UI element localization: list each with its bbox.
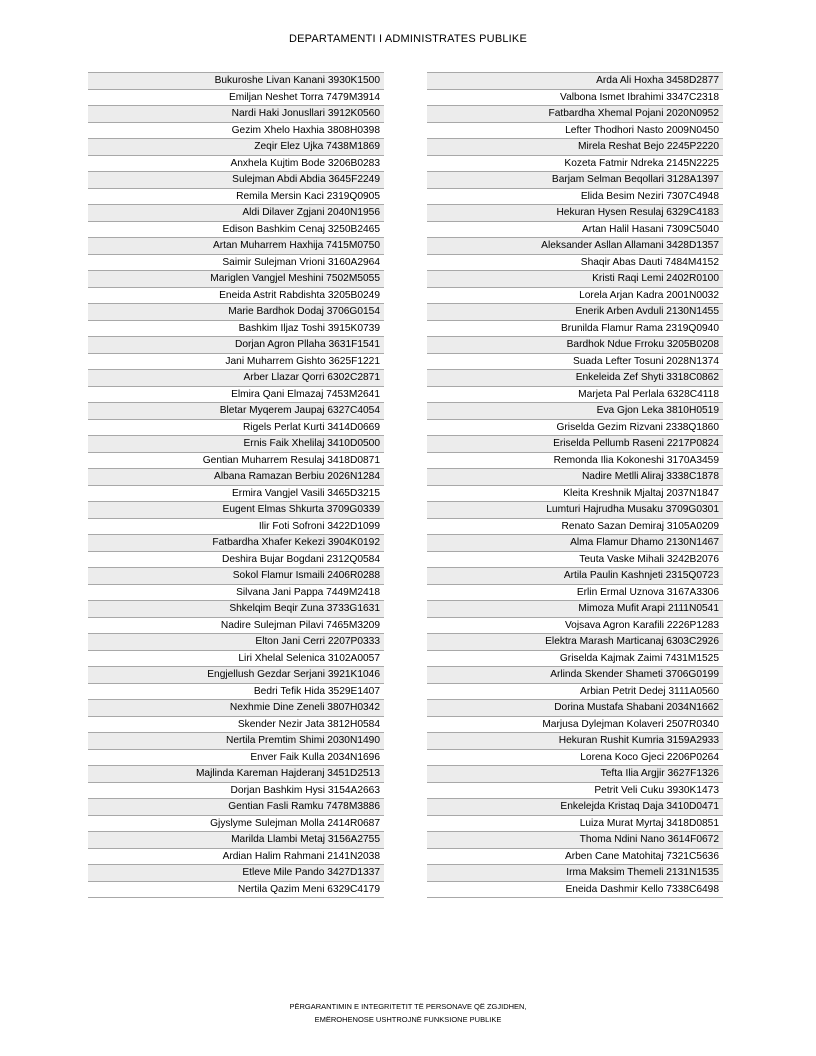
list-row: Hekuran Hysen Resulaj 6329C4183 [427, 205, 723, 222]
list-row: Elmira Qani Elmazaj 7453M2641 [88, 387, 384, 404]
list-row: Engjellush Gezdar Serjani 3921K1046 [88, 667, 384, 684]
list-row: Arlinda Skender Shameti 3706G0199 [427, 667, 723, 684]
list-row: Dorina Mustafa Shabani 2034N1662 [427, 700, 723, 717]
list-row: Remonda Ilia Kokoneshi 3170A3459 [427, 453, 723, 470]
list-row: Ardian Halim Rahmani 2141N2038 [88, 849, 384, 866]
list-row: Gentian Fasli Ramku 7478M3886 [88, 799, 384, 816]
list-row: Eneida Astrit Rabdishta 3205B0249 [88, 288, 384, 305]
list-row: Marilda Llambi Metaj 3156A2755 [88, 832, 384, 849]
list-row: Liri Xhelal Selenica 3102A0057 [88, 651, 384, 668]
list-row: Ilir Foti Sofroni 3422D1099 [88, 519, 384, 536]
list-row: Shaqir Abas Dauti 7484M4152 [427, 255, 723, 272]
list-row: Enkeleida Zef Shyti 3318C0862 [427, 370, 723, 387]
list-row: Erlin Ermal Uznova 3167A3306 [427, 585, 723, 602]
list-row: Enerik Arben Avduli 2130N1455 [427, 304, 723, 321]
list-row: Zeqir Elez Ujka 7438M1869 [88, 139, 384, 156]
list-row: Arber Llazar Qorri 6302C2871 [88, 370, 384, 387]
list-row: Remila Mersin Kaci 2319Q0905 [88, 189, 384, 206]
list-row: Mimoza Mufit Arapi 2111N0541 [427, 601, 723, 618]
list-row: Renato Sazan Demiraj 3105A0209 [427, 519, 723, 536]
document-footer [0, 1000, 816, 1026]
document-title: DEPARTAMENTI I ADMINISTRATES PUBLIKE [288, 33, 528, 45]
list-row: Hekuran Rushit Kumria 3159A2933 [427, 733, 723, 750]
list-row: Marjeta Pal Perlala 6328C4118 [427, 387, 723, 404]
list-row: Rigels Perlat Kurti 3414D0669 [88, 420, 384, 437]
list-row: Bedri Tefik Hida 3529E1407 [88, 684, 384, 701]
list-row: Nertila Qazim Meni 6329C4179 [88, 882, 384, 899]
list-row: Gezim Xhelo Haxhia 3808H0398 [88, 123, 384, 140]
left-name-list [88, 72, 384, 898]
list-row: Artila Paulin Kashnjeti 2315Q0723 [427, 568, 723, 585]
list-row: Griselda Gezim Rizvani 2338Q1860 [427, 420, 723, 437]
list-row: Nardi Haki Jonusllari 3912K0560 [88, 106, 384, 123]
list-row: Elida Besim Neziri 7307C4948 [427, 189, 723, 206]
list-row: Bukuroshe Livan Kanani 3930K1500 [88, 73, 384, 90]
list-row: Tefta Ilia Argjir 3627F1326 [427, 766, 723, 783]
right-name-list [427, 72, 723, 898]
list-row: Fatbardha Xhemal Pojani 2020N0952 [427, 106, 723, 123]
list-row: Gjyslyme Sulejman Molla 2414R0687 [88, 816, 384, 833]
footer-line-1: PËRGARANTIMIN E INTEGRITETIT TË PERSONAVE QË ZGJIDHEN, [289, 1002, 527, 1011]
list-row: Suada Lefter Tosuni 2028N1374 [427, 354, 723, 371]
list-row: Artan Halil Hasani 7309C5040 [427, 222, 723, 239]
list-row: Lorela Arjan Kadra 2001N0032 [427, 288, 723, 305]
list-row: Arbian Petrit Dedej 3111A0560 [427, 684, 723, 701]
list-row: Saimir Sulejman Vrioni 3160A2964 [88, 255, 384, 272]
footer-line-2: EMËROHENOSE USHTROJNË FUNKSIONE PUBLIKE [314, 1015, 502, 1024]
list-row: Eneida Dashmir Kello 7338C6498 [427, 882, 723, 899]
list-row: Alma Flamur Dhamo 2130N1467 [427, 535, 723, 552]
list-row: Nadire Sulejman Pilavi 7465M3209 [88, 618, 384, 635]
list-row: Nexhmie Dine Zeneli 3807H0342 [88, 700, 384, 717]
list-row: Jani Muharrem Gishto 3625F1221 [88, 354, 384, 371]
list-row: Aldi Dilaver Zgjani 2040N1956 [88, 205, 384, 222]
list-row: Enver Faik Kulla 2034N1696 [88, 750, 384, 767]
list-row: Eugent Elmas Shkurta 3709G0339 [88, 502, 384, 519]
list-row: Edison Bashkim Cenaj 3250B2465 [88, 222, 384, 239]
list-row: Bletar Myqerem Jaupaj 6327C4054 [88, 403, 384, 420]
list-row: Brunilda Flamur Rama 2319Q0940 [427, 321, 723, 338]
list-row: Aleksander Asllan Allamani 3428D1357 [427, 238, 723, 255]
list-row: Silvana Jani Pappa 7449M2418 [88, 585, 384, 602]
list-row: Ernis Faik Xhelilaj 3410D0500 [88, 436, 384, 453]
list-row: Anxhela Kujtim Bode 3206B0283 [88, 156, 384, 173]
list-row: Luiza Murat Myrtaj 3418D0851 [427, 816, 723, 833]
list-row: Eriselda Pellumb Raseni 2217P0824 [427, 436, 723, 453]
list-row: Kleita Kreshnik Mjaltaj 2037N1847 [427, 486, 723, 503]
list-row: Elton Jani Cerri 2207P0333 [88, 634, 384, 651]
list-row: Kristi Raqi Lemi 2402R0100 [427, 271, 723, 288]
list-row: Skender Nezir Jata 3812H0584 [88, 717, 384, 734]
list-row: Barjam Selman Beqollari 3128A1397 [427, 172, 723, 189]
list-row: Mariglen Vangjel Meshini 7502M5055 [88, 271, 384, 288]
list-row: Enkelejda Kristaq Daja 3410D0471 [427, 799, 723, 816]
list-row: Petrit Veli Cuku 3930K1473 [427, 783, 723, 800]
list-row: Lorena Koco Gjeci 2206P0264 [427, 750, 723, 767]
list-row: Marjusa Dylejman Kolaveri 2507R0340 [427, 717, 723, 734]
list-row: Arben Cane Matohitaj 7321C5636 [427, 849, 723, 866]
list-row: Emiljan Neshet Torra 7479M3914 [88, 90, 384, 107]
list-row: Marie Bardhok Dodaj 3706G0154 [88, 304, 384, 321]
list-row: Bashkim Iljaz Toshi 3915K0739 [88, 321, 384, 338]
list-row: Mirela Reshat Bejo 2245P2220 [427, 139, 723, 156]
list-row: Arda Ali Hoxha 3458D2877 [427, 73, 723, 90]
list-row: Sulejman Abdi Abdia 3645F2249 [88, 172, 384, 189]
list-row: Etleve Mile Pando 3427D1337 [88, 865, 384, 882]
list-row: Teuta Vaske Mihali 3242B2076 [427, 552, 723, 569]
list-row: Majlinda Kareman Hajderanj 3451D2513 [88, 766, 384, 783]
list-row: Vojsava Agron Karafili 2226P1283 [427, 618, 723, 635]
list-row: Artan Muharrem Haxhija 7415M0750 [88, 238, 384, 255]
list-row: Fatbardha Xhafer Kekezi 3904K0192 [88, 535, 384, 552]
list-row: Thoma Ndini Nano 3614F0672 [427, 832, 723, 849]
list-row: Eva Gjon Leka 3810H0519 [427, 403, 723, 420]
list-row: Shkelqim Beqir Zuna 3733G1631 [88, 601, 384, 618]
list-row: Irma Maksim Themeli 2131N1535 [427, 865, 723, 882]
list-row: Griselda Kajmak Zaimi 7431M1525 [427, 651, 723, 668]
list-row: Deshira Bujar Bogdani 2312Q0584 [88, 552, 384, 569]
list-row: Dorjan Bashkim Hysi 3154A2663 [88, 783, 384, 800]
list-row: Nertila Premtim Shimi 2030N1490 [88, 733, 384, 750]
list-row: Valbona Ismet Ibrahimi 3347C2318 [427, 90, 723, 107]
list-row: Ermira Vangjel Vasili 3465D3215 [88, 486, 384, 503]
list-row: Lefter Thodhori Nasto 2009N0450 [427, 123, 723, 140]
list-row: Kozeta Fatmir Ndreka 2145N2225 [427, 156, 723, 173]
list-row: Gentian Muharrem Resulaj 3418D0871 [88, 453, 384, 470]
list-row: Bardhok Ndue Frroku 3205B0208 [427, 337, 723, 354]
list-row: Elektra Marash Marticanaj 6303C2926 [427, 634, 723, 651]
list-row: Nadire Metlli Aliraj 3338C1878 [427, 469, 723, 486]
list-row: Sokol Flamur Ismaili 2406R0288 [88, 568, 384, 585]
list-row: Dorjan Agron Pllaha 3631F1541 [88, 337, 384, 354]
list-row: Albana Ramazan Berbiu 2026N1284 [88, 469, 384, 486]
list-row: Lumturi Hajrudha Musaku 3709G0301 [427, 502, 723, 519]
